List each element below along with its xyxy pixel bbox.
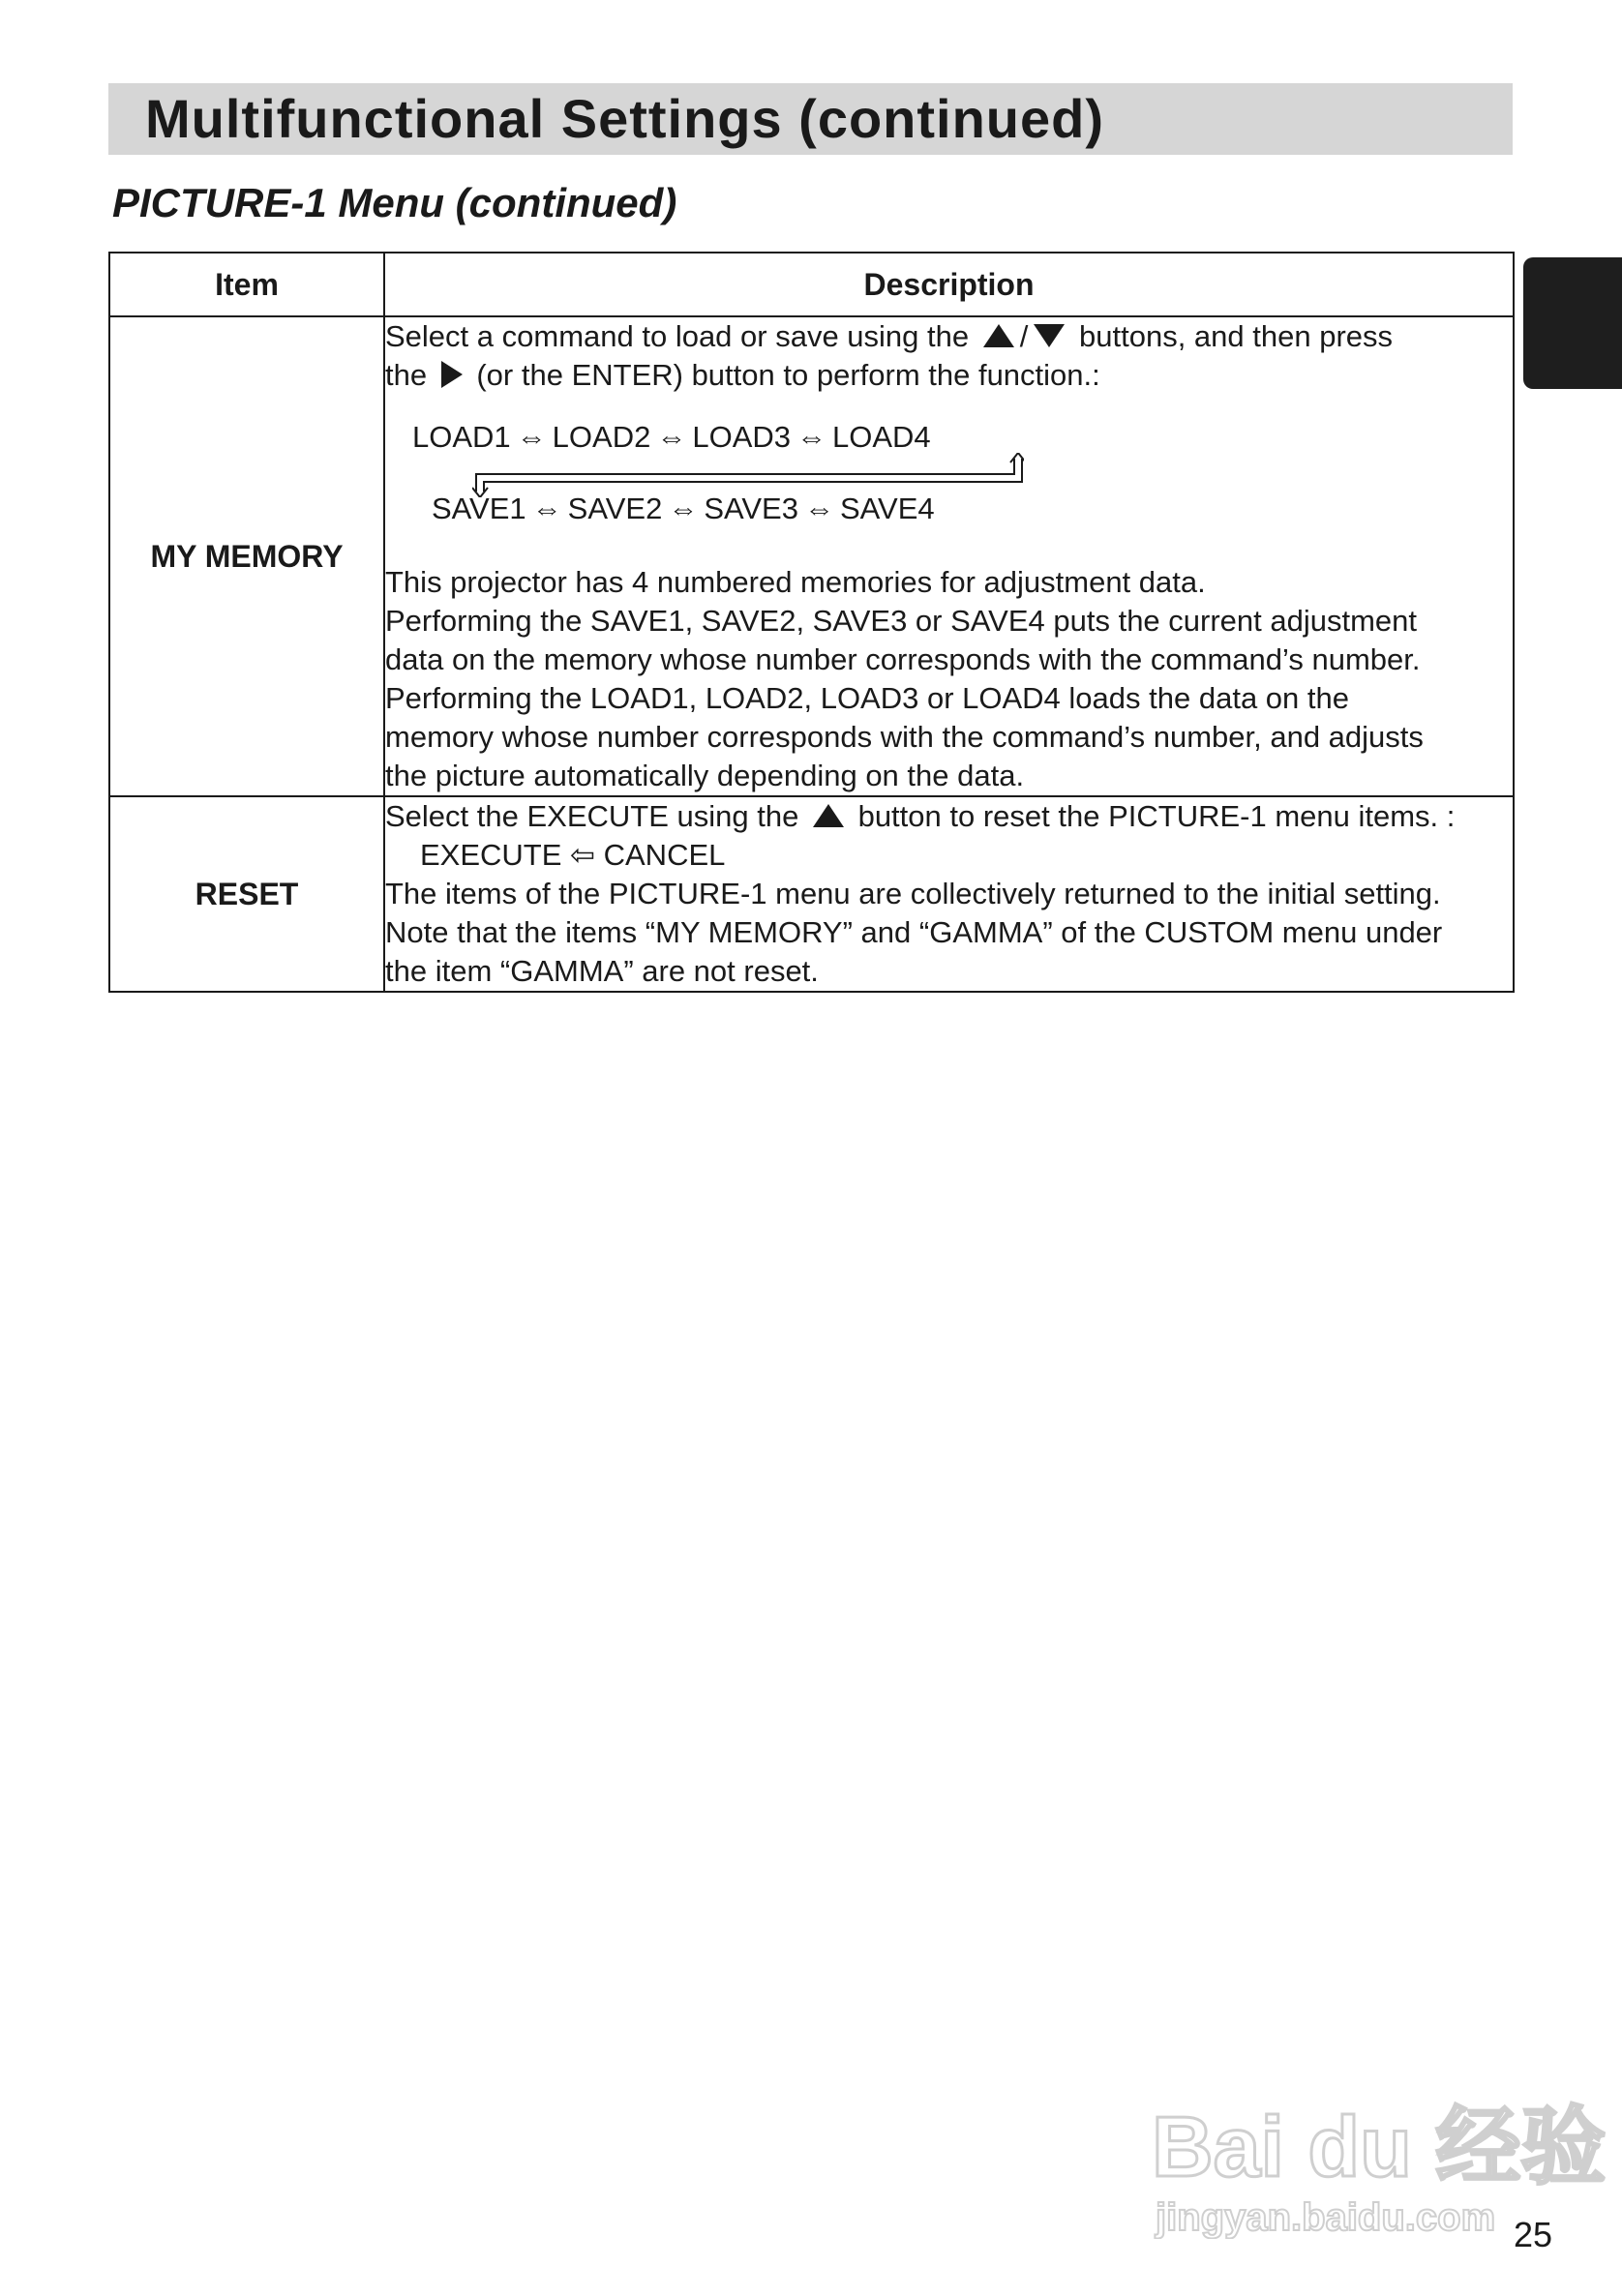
menu-table <box>108 252 1515 993</box>
table-row-my-memory <box>109 316 1514 796</box>
double-arrow-icon: ⇔ <box>656 420 687 454</box>
table-header-row <box>109 253 1514 316</box>
watermark-brand: Bai du 经验 <box>1152 2099 1607 2194</box>
item-reset: RESET <box>109 796 384 992</box>
load-item: LOAD4 <box>832 420 931 454</box>
chapter-tab <box>1523 257 1622 389</box>
up-arrow-icon <box>813 804 844 827</box>
load-item: LOAD3 <box>692 420 792 454</box>
desc-line: memory whose number corresponds with the command’s number, and adjusts <box>385 720 1424 754</box>
desc-text: Select a command to load or save using the <box>385 319 970 353</box>
save-item: SAVE4 <box>839 492 935 525</box>
desc-line <box>385 356 1513 395</box>
desc-text: (or the ENTER) button to perform the function.: <box>476 358 1100 392</box>
section-heading: PICTURE-1 Menu (continued) <box>112 180 677 225</box>
desc-text: the <box>385 358 428 392</box>
save-item: SAVE2 <box>567 492 663 525</box>
header-item: Item <box>109 253 384 316</box>
title-bar <box>108 83 1513 155</box>
description-reset <box>384 796 1514 992</box>
desc-text: buttons, and then press <box>1079 319 1394 353</box>
up-arrow-icon <box>983 324 1014 347</box>
page-title: Multifunctional Settings (continued) <box>145 88 1105 149</box>
execute-cancel-options: EXECUTE ⇦ CANCEL <box>420 838 726 872</box>
save-item: SAVE3 <box>704 492 798 525</box>
double-arrow-icon: ⇔ <box>668 492 699 525</box>
desc-line: This projector has 4 numbered memories for adjustment data. <box>385 565 1206 599</box>
double-arrow-icon: ⇔ <box>796 420 827 454</box>
load-item: LOAD2 <box>552 420 651 454</box>
load-item: LOAD1 <box>412 420 511 454</box>
desc-line: Note that the items “MY MEMORY” and “GAMMA” of the CUSTOM menu under <box>385 915 1443 949</box>
desc-line: Performing the SAVE1, SAVE2, SAVE3 or SAVE4 puts the current adjustment <box>385 604 1418 638</box>
watermark-url: jingyan.baidu.com <box>1156 2196 1496 2239</box>
save-row <box>432 490 935 528</box>
down-arrow-icon <box>1034 324 1065 347</box>
desc-line <box>385 797 1513 836</box>
double-arrow-icon: ⇔ <box>516 420 547 454</box>
load-save-cycle-diagram <box>385 404 1513 563</box>
desc-line <box>385 317 1513 356</box>
page-number: 25 <box>1514 2215 1553 2254</box>
desc-line: the item “GAMMA” are not reset. <box>385 954 819 988</box>
double-arrow-icon: ⇔ <box>803 492 834 525</box>
desc-text: / <box>1019 319 1029 353</box>
header-description: Description <box>384 253 1514 316</box>
item-my-memory: MY MEMORY <box>109 316 384 796</box>
desc-text: Select the EXECUTE using the <box>385 799 799 833</box>
double-arrow-icon: ⇔ <box>531 492 562 525</box>
desc-line: The items of the PICTURE-1 menu are collectively returned to the initial setting. <box>385 877 1441 910</box>
right-arrow-icon <box>441 361 463 388</box>
description-my-memory <box>384 316 1514 796</box>
desc-text: button to reset the PICTURE-1 menu items. : <box>857 799 1456 833</box>
save-item: SAVE1 <box>432 492 526 525</box>
load-row <box>412 418 931 457</box>
desc-line: the picture automatically depending on the data. <box>385 759 1025 792</box>
desc-line: Performing the LOAD1, LOAD2, LOAD3 or LOAD4 loads the data on the <box>385 681 1349 715</box>
table-row-reset <box>109 796 1514 992</box>
desc-line: data on the memory whose number corresponds with the command’s number. <box>385 642 1421 676</box>
